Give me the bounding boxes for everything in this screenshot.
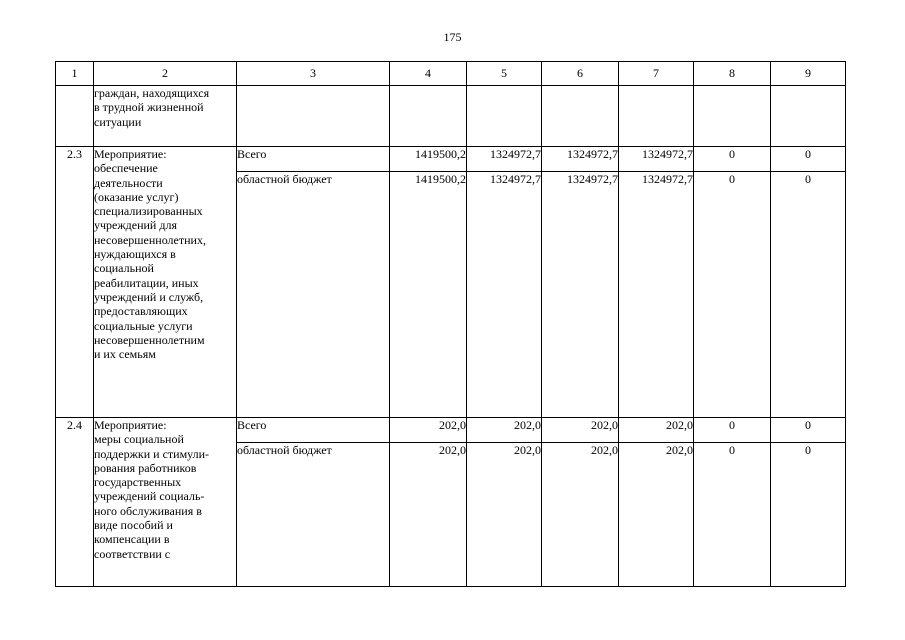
measure-name-line: поддержки и стимули- bbox=[94, 446, 210, 461]
measure-name-cell bbox=[94, 86, 237, 147]
table-row bbox=[56, 86, 846, 147]
measure-name-line: обеспечение bbox=[94, 161, 158, 176]
source-cell bbox=[237, 86, 390, 147]
value-cell: 202,0 bbox=[390, 418, 467, 443]
row-number-cell: 2.4 bbox=[56, 418, 94, 587]
header-row bbox=[56, 62, 846, 86]
measure-name-line: Мероприятие: bbox=[94, 418, 167, 432]
measure-name-line: деятельности bbox=[94, 175, 163, 190]
header-cell: 5 bbox=[467, 62, 542, 86]
value-cell: 1324972,7 bbox=[467, 147, 542, 172]
value-cell bbox=[542, 86, 619, 147]
measure-name-line: и их семьям bbox=[94, 347, 156, 362]
budget-table bbox=[55, 61, 846, 587]
value-cell: 0 bbox=[771, 418, 846, 443]
measure-name-line: социальной bbox=[94, 261, 154, 276]
value-cell: 0 bbox=[694, 418, 771, 443]
value-cell: 202,0 bbox=[619, 443, 694, 587]
header-cell: 6 bbox=[542, 62, 619, 86]
value-cell: 202,0 bbox=[467, 418, 542, 443]
value-cell: 0 bbox=[771, 172, 846, 418]
value-cell: 1324972,7 bbox=[542, 147, 619, 172]
funding-source-cell: Всего bbox=[237, 418, 390, 443]
value-cell: 202,0 bbox=[542, 443, 619, 587]
value-cell bbox=[694, 86, 771, 147]
measure-name-line: ного обслуживания в bbox=[94, 503, 202, 518]
measure-name-line: государственных bbox=[94, 475, 182, 490]
value-cell: 202,0 bbox=[542, 418, 619, 443]
measure-name-line: учреждений для bbox=[94, 218, 177, 233]
value-cell: 202,0 bbox=[390, 443, 467, 587]
header-cell: 7 bbox=[619, 62, 694, 86]
header-cell: 2 bbox=[94, 62, 237, 86]
measure-name-line: социальные услуги bbox=[94, 318, 193, 333]
measure-name-line: Мероприятие: bbox=[94, 147, 167, 161]
measure-name-line: учреждений социаль- bbox=[94, 489, 205, 504]
value-cell bbox=[390, 86, 467, 147]
measure-name-line: реабилитации, иных bbox=[94, 275, 199, 290]
value-cell bbox=[467, 86, 542, 147]
value-cell: 0 bbox=[694, 147, 771, 172]
measure-name-line: в трудной жизненной bbox=[94, 100, 204, 115]
table-row bbox=[56, 418, 846, 443]
measure-name-cell bbox=[94, 418, 237, 587]
measure-name-line: меры социальной bbox=[94, 432, 184, 447]
value-cell: 202,0 bbox=[467, 443, 542, 587]
page-number: 175 bbox=[443, 30, 462, 44]
value-cell: 0 bbox=[771, 443, 846, 587]
measure-name-line: несовершеннолетним bbox=[94, 332, 205, 347]
value-cell: 202,0 bbox=[619, 418, 694, 443]
value-cell: 1419500,2 bbox=[390, 147, 467, 172]
header-cell: 3 bbox=[237, 62, 390, 86]
measure-name-line: компенсации в bbox=[94, 532, 170, 547]
value-cell: 1324972,7 bbox=[619, 172, 694, 418]
measure-name-line: специализированных bbox=[94, 204, 203, 219]
measure-name-line: граждан, находящихся bbox=[94, 86, 210, 100]
value-cell: 0 bbox=[694, 443, 771, 587]
value-cell: 1419500,2 bbox=[390, 172, 467, 418]
funding-source-cell: Всего bbox=[237, 147, 390, 172]
measure-name-line: рования работников bbox=[94, 460, 197, 475]
value-cell: 1324972,7 bbox=[619, 147, 694, 172]
value-cell: 0 bbox=[771, 147, 846, 172]
measure-name-line: предоставляющих bbox=[94, 304, 188, 319]
funding-source-cell: областной бюджет bbox=[237, 172, 390, 418]
row-number-cell bbox=[56, 86, 94, 147]
value-cell bbox=[771, 86, 846, 147]
measure-name-line: (оказание услуг) bbox=[94, 189, 179, 204]
table-row bbox=[56, 147, 846, 172]
value-cell: 1324972,7 bbox=[542, 172, 619, 418]
measure-name-line: нуждающихся в bbox=[94, 247, 176, 262]
measure-name-line: соответствии с bbox=[94, 546, 171, 561]
measure-name-cell bbox=[94, 147, 237, 418]
value-cell bbox=[619, 86, 694, 147]
measure-name-line: несовершеннолетних, bbox=[94, 232, 206, 247]
value-cell: 1324972,7 bbox=[467, 172, 542, 418]
header-cell: 1 bbox=[56, 62, 94, 86]
header-cell: 4 bbox=[390, 62, 467, 86]
measure-name-line: учреждений и служб, bbox=[94, 289, 204, 304]
value-cell: 0 bbox=[694, 172, 771, 418]
row-number-cell: 2.3 bbox=[56, 147, 94, 418]
measure-name-line: ситуации bbox=[94, 114, 142, 129]
header-cell: 8 bbox=[694, 62, 771, 86]
funding-source-cell: областной бюджет bbox=[237, 443, 390, 587]
measure-name-line: виде пособий и bbox=[94, 518, 173, 533]
header-cell: 9 bbox=[771, 62, 846, 86]
